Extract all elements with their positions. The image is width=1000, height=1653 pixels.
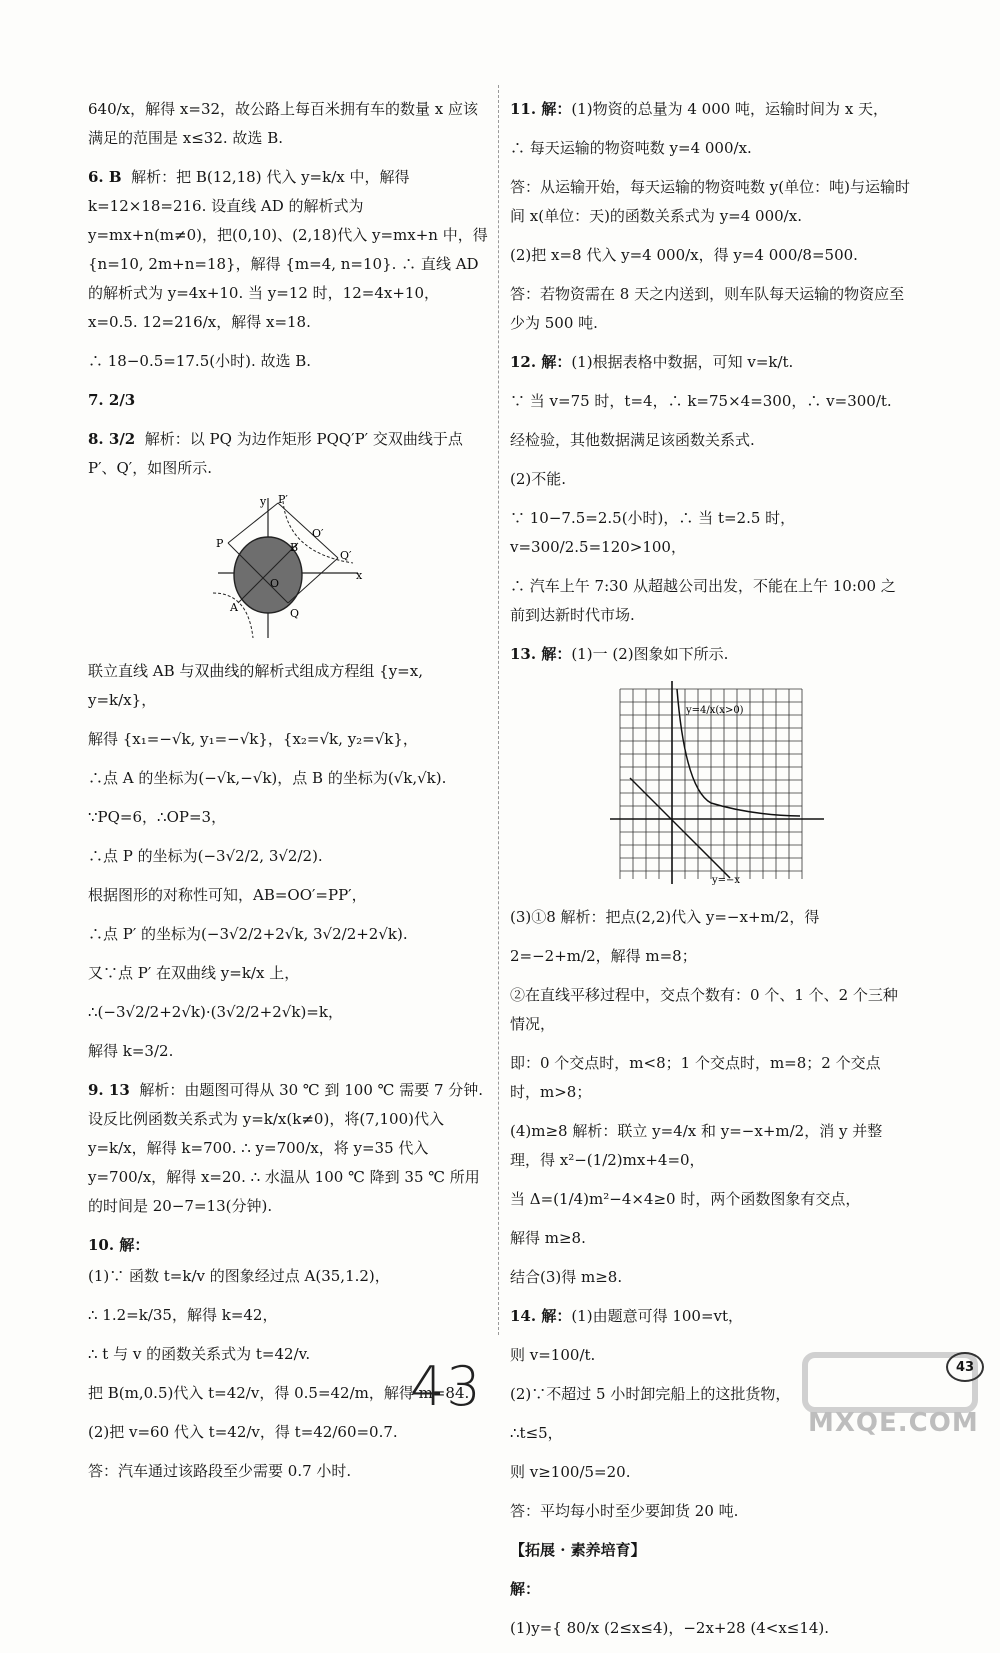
q11-e: 答：若物资需在 8 天之内送到，则车队每天运输的物资应至少为 500 吨. bbox=[510, 285, 905, 332]
curve-label: y=4/x(x>0) bbox=[686, 705, 744, 716]
q13-a: (1)一 (2)图象如下所示. bbox=[571, 645, 729, 663]
q13-g: 当 Δ=(1/4)m²−4×4≥0 时，两个函数图象有交点， bbox=[510, 1190, 861, 1208]
q12-b: ∵ 当 v=75 时，t=4，∴ k=75×4=300，∴ v=300/t. bbox=[510, 392, 892, 410]
q14-c: (2)∵不超过 5 小时卸完船上的这批货物， bbox=[510, 1385, 791, 1403]
q8 bbox=[88, 425, 488, 483]
q8-b: 解得 {x₁=−√k, y₁=−√k}，{x₂=√k, y₂=√k}， bbox=[88, 730, 418, 748]
q8-f: 根据图形的对称性可知，AB=OO′=PP′， bbox=[88, 886, 367, 904]
expand-section-title: 【拓展 · 素养培育】 bbox=[510, 1541, 646, 1559]
q11-a: (1)物资的总量为 4 000 吨，运输时间为 x 天， bbox=[571, 100, 889, 118]
q14 bbox=[510, 1302, 910, 1331]
q6-text: 解析：把 B(12,18) 代入 y=k/x 中，解得 k=12×18=216. 设直线 AD 的解析式为 y=mx+n(m≠0)，把(0,10)、(2,18)代入 y=mx+n 中，得 {n=10, 2m+n=18}，解得 {m=4, n=10}. ∴ 直线 AD 的解析式为 y=4x+10. 当 y=12 时，12=4x+10，x=0.5. 12=216/x，解得 x=18. bbox=[88, 168, 488, 331]
q12-d: (2)不能. bbox=[510, 470, 567, 488]
q10-e: (2)把 v=60 代入 t=42/v，得 t=42/60=0.7. bbox=[88, 1423, 398, 1441]
fig-x-label: x bbox=[356, 569, 363, 582]
function-graph bbox=[610, 679, 830, 889]
q14-a: (1)由题意可得 100=vt， bbox=[571, 1307, 744, 1325]
q10-c: ∴ t 与 v 的函数关系式为 t=42/v. bbox=[88, 1345, 311, 1363]
q8-d: ∵PQ=6，∴OP=3， bbox=[88, 808, 227, 826]
left-column bbox=[88, 95, 488, 1496]
q12 bbox=[510, 348, 910, 377]
q14-number: 14. 解： bbox=[510, 1307, 572, 1325]
q8-g: ∴点 P′ 的坐标为(−3√2/2+2√k, 3√2/2+2√k). bbox=[88, 925, 408, 943]
q12-number: 12. 解： bbox=[510, 353, 572, 371]
hyperbola-figure bbox=[208, 493, 368, 643]
q8-number: 8. 3/2 bbox=[88, 430, 136, 448]
fig-q-label: Q bbox=[290, 607, 300, 620]
q13 bbox=[510, 640, 910, 669]
line-label: y=−x bbox=[712, 875, 741, 886]
q7: 7. 2/3 bbox=[88, 391, 136, 409]
q14-f: 答：平均每小时至少要卸货 20 吨. bbox=[510, 1502, 739, 1520]
q13-f: (4)m≥8 解析：联立 y=4/x 和 y=−x+m/2，消 y 并整理，得 x²−(1/2)mx+4=0， bbox=[510, 1122, 883, 1169]
q8-c: ∴点 A 的坐标为(−√k,−√k)，点 B 的坐标为(√k,√k). bbox=[88, 769, 447, 787]
fig-a-label: A bbox=[230, 601, 238, 614]
column-divider bbox=[498, 85, 499, 1335]
q11-c: 答：从运输开始，每天运输的物资吨数 y(单位：吨)与运输时间 x(单位：天)的函数关系式为 y=4 000/x. bbox=[510, 178, 910, 225]
q11-d: (2)把 x=8 代入 y=4 000/x，得 y=4 000/8=500. bbox=[510, 246, 858, 264]
expand-solution-label: 解： bbox=[510, 1580, 541, 1598]
q14-d: ∴t≤5， bbox=[510, 1424, 563, 1442]
figure-q8 bbox=[88, 493, 488, 647]
fig-oprime-label: O′ bbox=[312, 527, 324, 540]
q10-d: 把 B(m,0.5)代入 t=42/v，得 0.5=42/m，解得 m=84. bbox=[88, 1384, 470, 1402]
q12-f: ∴ 汽车上午 7:30 从超越公司出发，不能在上午 10:00 之前到达新时代市场. bbox=[510, 577, 896, 624]
q13-e: 即：0 个交点时，m<8；1 个交点时，m=8；2 个交点时，m>8； bbox=[510, 1054, 881, 1101]
q9-text: 解析：由题图可得从 30 ℃ 到 100 ℃ 需要 7 分钟. 设反比例函数关系式为 y=k/x(k≠0)，将(7,100)代入 y=k/x，解得 k=700. ∴ y=700/x，将 y=35 代入 y=700/x，解得 x=20. ∴ 水温从 100 ℃ 降到 35 ℃ 所用的时间是 20−7=13(分钟). bbox=[88, 1081, 484, 1215]
q13-d: ②在直线平移过程中，交点个数有：0 个、1 个、2 个三种情况， bbox=[510, 986, 898, 1033]
q12-a: (1)根据表格中数据，可知 v=k/t. bbox=[571, 353, 794, 371]
fig-pprime-label: P′ bbox=[278, 493, 288, 506]
q14-b: 则 v=100/t. bbox=[510, 1346, 596, 1364]
fig-qprime-label: Q′ bbox=[340, 549, 352, 562]
figure-q13 bbox=[510, 679, 910, 893]
q13-c: 2=−2+m/2，解得 m=8； bbox=[510, 947, 697, 965]
q6-end: ∴ 18−0.5=17.5(小时). 故选 B. bbox=[88, 352, 312, 370]
q8-i: ∴(−3√2/2+2√k)·(3√2/2+2√k)=k， bbox=[88, 1003, 343, 1021]
q10-number: 10. 解： bbox=[88, 1236, 150, 1254]
expand-piecewise: (1)y={ 80/x (2≤x≤4)，−2x+28 (4<x≤14). bbox=[510, 1619, 830, 1637]
q6 bbox=[88, 163, 488, 337]
q10-f: 答：汽车通过该路段至少需要 0.7 小时. bbox=[88, 1462, 352, 1480]
fig-p-label: P bbox=[216, 537, 224, 550]
fig-y-label: y bbox=[260, 495, 267, 508]
q10-a: (1)∵ 函数 t=k/v 的图象经过点 A(35,1.2)， bbox=[88, 1267, 390, 1285]
q13-number: 13. 解： bbox=[510, 645, 572, 663]
q8-e: ∴点 P 的坐标为(−3√2/2, 3√2/2). bbox=[88, 847, 323, 865]
fig-b-label: B bbox=[290, 541, 299, 554]
q13-i: 结合(3)得 m≥8. bbox=[510, 1268, 623, 1286]
q12-e: ∵ 10−7.5=2.5(小时)，∴ 当 t=2.5 时，v=300/2.5=120>100， bbox=[510, 509, 796, 556]
watermark-text: MXQE.COM bbox=[808, 1408, 979, 1438]
q8-text: 解析：以 PQ 为边作矩形 PQQ′P′ 交双曲线于点 P′、Q′，如图所示. bbox=[88, 430, 463, 477]
q9-number: 9. 13 bbox=[88, 1081, 130, 1099]
q8-a: 联立直线 AB 与双曲线的解析式组成方程组 {y=x, y=k/x}， bbox=[88, 662, 423, 709]
q10-b: ∴ 1.2=k/35，解得 k=42， bbox=[88, 1306, 278, 1324]
q13-h: 解得 m≥8. bbox=[510, 1229, 586, 1247]
q14-e: 则 v≥100/5=20. bbox=[510, 1463, 631, 1481]
q5-tail: 640/x，解得 x=32，故公路上每百米拥有车的数量 x 应该满足的范围是 x≤32. 故选 B. bbox=[88, 100, 479, 147]
fig-o-label: O bbox=[270, 577, 280, 590]
page-number-badge: 43 bbox=[946, 1352, 984, 1382]
q11-b: ∴ 每天运输的物资吨数 y=4 000/x. bbox=[510, 139, 752, 157]
q8-j: 解得 k=3/2. bbox=[88, 1042, 174, 1060]
handwritten-page-number: 43 bbox=[410, 1355, 483, 1418]
q12-c: 经检验，其他数据满足该函数关系式. bbox=[510, 431, 755, 449]
q13-b: (3)①8 解析：把点(2,2)代入 y=−x+m/2，得 bbox=[510, 908, 820, 926]
q9 bbox=[88, 1076, 488, 1221]
q11-number: 11. 解： bbox=[510, 100, 572, 118]
q11 bbox=[510, 95, 910, 124]
q6-number: 6. B bbox=[88, 168, 122, 186]
q8-h: 又∵点 P′ 在双曲线 y=k/x 上， bbox=[88, 964, 300, 982]
